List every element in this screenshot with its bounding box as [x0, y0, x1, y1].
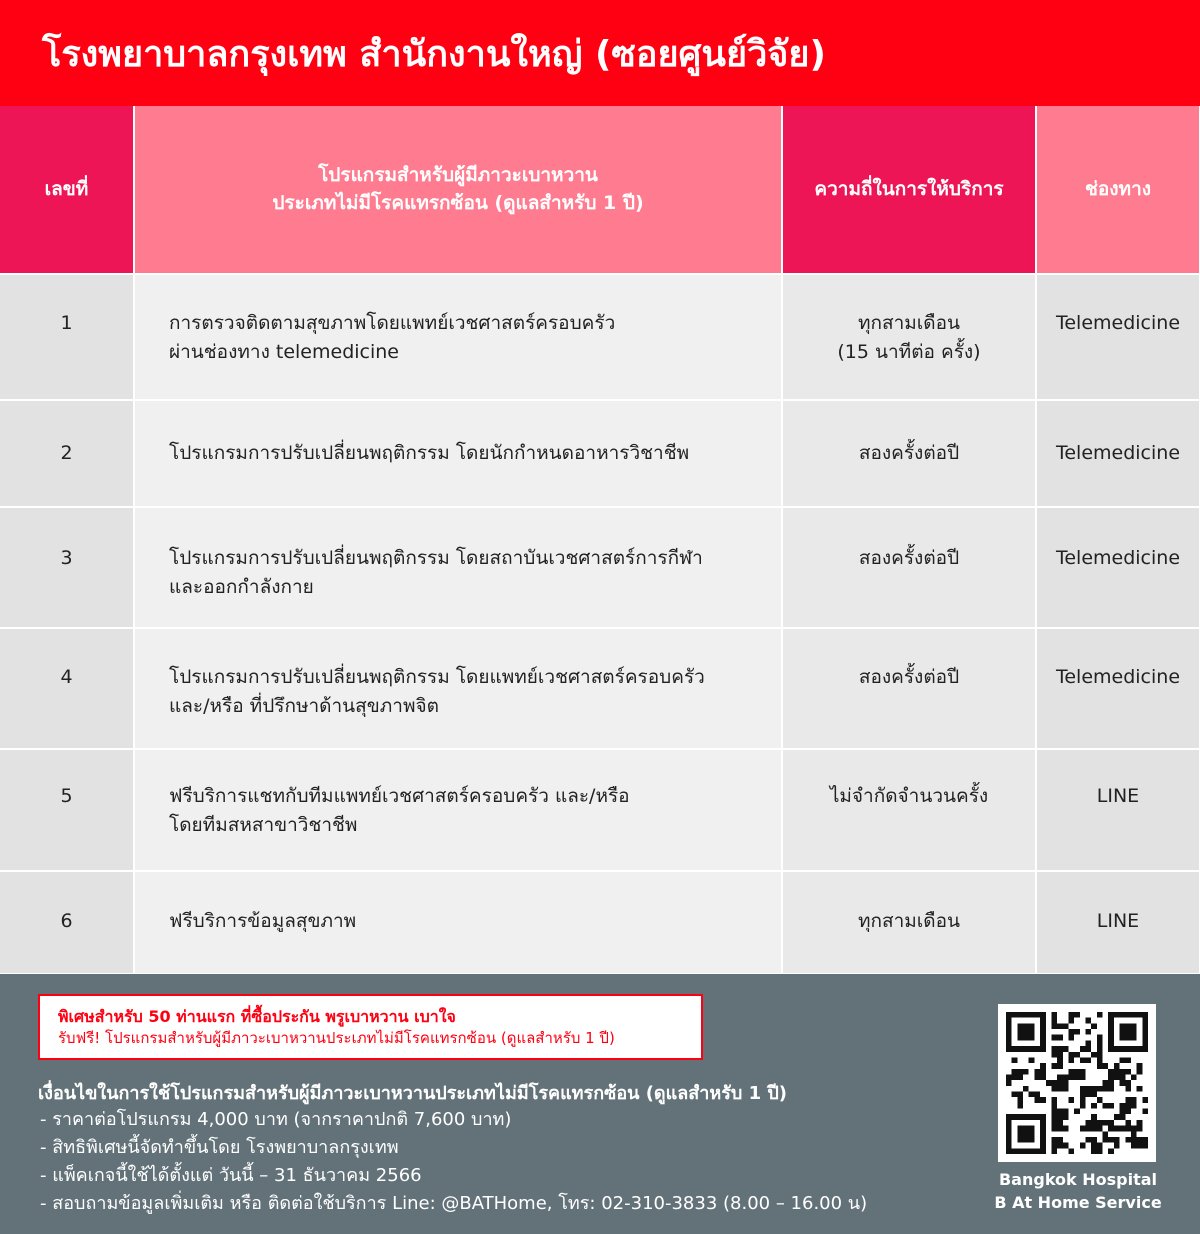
- row-frequency-line1: ทุกสามเดือน: [857, 910, 961, 932]
- row-frequency-line1: ทุกสามเดือน: [857, 312, 961, 334]
- row-number: 5: [0, 749, 134, 871]
- column-header-program-line2: ประเภทไม่มีโรคแทรกซ้อน (ดูแลสำหรับ 1 ปี): [272, 191, 644, 214]
- table-row: [0, 871, 1200, 974]
- row-frequency: [782, 871, 1036, 974]
- condition-item: - แพ็คเกจนี้ใช้ได้ตั้งแต่ วันนี้ – 31 ธันวาคม 2566: [40, 1165, 422, 1186]
- column-header-program: [134, 106, 782, 274]
- row-frequency-line1: สองครั้งต่อปี: [858, 442, 960, 464]
- condition-item: - ราคาต่อโปรแกรม 4,000 บาท (จากราคาปกติ 7,600 บาท): [40, 1109, 512, 1130]
- table-row: [0, 749, 1200, 871]
- column-header-program-line1: โปรแกรมสำหรับผู้มีภาวะเบาหวาน: [318, 163, 598, 186]
- conditions-list: [40, 1106, 867, 1218]
- row-channel: Telemedicine: [1036, 507, 1200, 628]
- qr-caption-line2: B At Home Service: [994, 1193, 1162, 1212]
- row-frequency: [782, 400, 1036, 507]
- qr-caption: [980, 1168, 1176, 1214]
- condition-item: - สิทธิพิเศษนี้จัดทำขึ้นโดย โรงพยาบาลกรุงเทพ: [40, 1137, 399, 1158]
- promo-title: พิเศษสำหรับ 50 ท่านแรก ที่ซื้อประกัน พรูเบาหวาน เบาใจ: [58, 1007, 456, 1026]
- row-frequency-line1: สองครั้งต่อปี: [858, 666, 960, 688]
- row-number: 2: [0, 400, 134, 507]
- table-row: [0, 628, 1200, 749]
- row-description-line1: ฟรีบริการแชทกับทีมแพทย์เวชศาสตร์ครอบครัว และ/หรือ: [169, 785, 630, 807]
- column-header-frequency: ความถี่ในการให้บริการ: [782, 106, 1036, 274]
- table-header-row: [0, 106, 1200, 274]
- table-row: [0, 507, 1200, 628]
- table-row: [0, 274, 1200, 400]
- row-frequency-line1: สองครั้งต่อปี: [858, 547, 960, 569]
- row-description-line2: และออกกำลังกาย: [169, 576, 314, 599]
- row-frequency: [782, 507, 1036, 628]
- row-frequency: [782, 749, 1036, 871]
- row-description: [134, 507, 782, 628]
- promo-subtitle: รับฟรี! โปรแกรมสำหรับผู้มีภาวะเบาหวานประเภทไม่มีโรคแทรกซ้อน (ดูแลสำหรับ 1 ปี): [58, 1029, 615, 1048]
- row-description-line1: ฟรีบริการข้อมูลสุขภาพ: [169, 910, 357, 932]
- qr-code-graphic: [1006, 1012, 1148, 1154]
- row-number: 6: [0, 871, 134, 974]
- row-description: [134, 274, 782, 400]
- row-channel: LINE: [1036, 749, 1200, 871]
- row-channel: Telemedicine: [1036, 274, 1200, 400]
- row-description: [134, 628, 782, 749]
- row-description-line2: โดยทีมสหสาขาวิชาชีพ: [169, 814, 358, 837]
- program-table: [0, 106, 1200, 975]
- row-channel: Telemedicine: [1036, 400, 1200, 507]
- row-frequency: [782, 628, 1036, 749]
- row-description-line1: โปรแกรมการปรับเปลี่ยนพฤติกรรม โดยสถาบันเวชศาสตร์การกีฬา: [169, 547, 703, 569]
- row-description-line1: การตรวจติดตามสุขภาพโดยแพทย์เวชศาสตร์ครอบครัว: [169, 312, 616, 334]
- row-description-line1: โปรแกรมการปรับเปลี่ยนพฤติกรรม โดยนักกำหนดอาหารวิชาชีพ: [169, 442, 690, 464]
- row-description: [134, 871, 782, 974]
- table-row: [0, 400, 1200, 507]
- condition-item: - สอบถามข้อมูลเพิ่มเติม หรือ ติดต่อใช้บริการ Line: @BATHome, โทร: 02-310-3833 (8.00 – 16.00 น): [40, 1193, 868, 1214]
- row-channel: Telemedicine: [1036, 628, 1200, 749]
- row-description: [134, 400, 782, 507]
- column-header-channel: ช่องทาง: [1036, 106, 1200, 274]
- conditions-footer: [0, 974, 1200, 1234]
- row-description-line1: โปรแกรมการปรับเปลี่ยนพฤติกรรม โดยแพทย์เวชศาสตร์ครอบครัว: [169, 666, 705, 688]
- row-channel: LINE: [1036, 871, 1200, 974]
- row-description-line2: และ/หรือ ที่ปรึกษาด้านสุขภาพจิต: [169, 695, 439, 718]
- page-header: [0, 0, 1200, 106]
- row-frequency-line2: (15 นาทีต่อ ครั้ง): [837, 341, 981, 364]
- row-frequency: [782, 274, 1036, 400]
- promo-box: [38, 994, 703, 1060]
- column-header-number: เลขที่: [0, 106, 134, 274]
- row-number: 3: [0, 507, 134, 628]
- page-title: โรงพยาบาลกรุงเทพ สำนักงานใหญ่ (ซอยศูนย์วิจัย): [42, 33, 826, 75]
- row-number: 1: [0, 274, 134, 400]
- row-number: 4: [0, 628, 134, 749]
- conditions-title: เงื่อนไขในการใช้โปรแกรมสำหรับผู้มีภาวะเบาหวานประเภทไม่มีโรคแทรกซ้อน (ดูแลสำหรับ 1 ปี): [38, 1083, 788, 1104]
- qr-code-icon[interactable]: [998, 1004, 1156, 1162]
- row-frequency-line1: ไม่จำกัดจำนวนครั้ง: [829, 785, 989, 807]
- qr-caption-line1: Bangkok Hospital: [998, 1170, 1158, 1189]
- row-description-line2: ผ่านช่องทาง telemedicine: [169, 341, 399, 364]
- row-description: [134, 749, 782, 871]
